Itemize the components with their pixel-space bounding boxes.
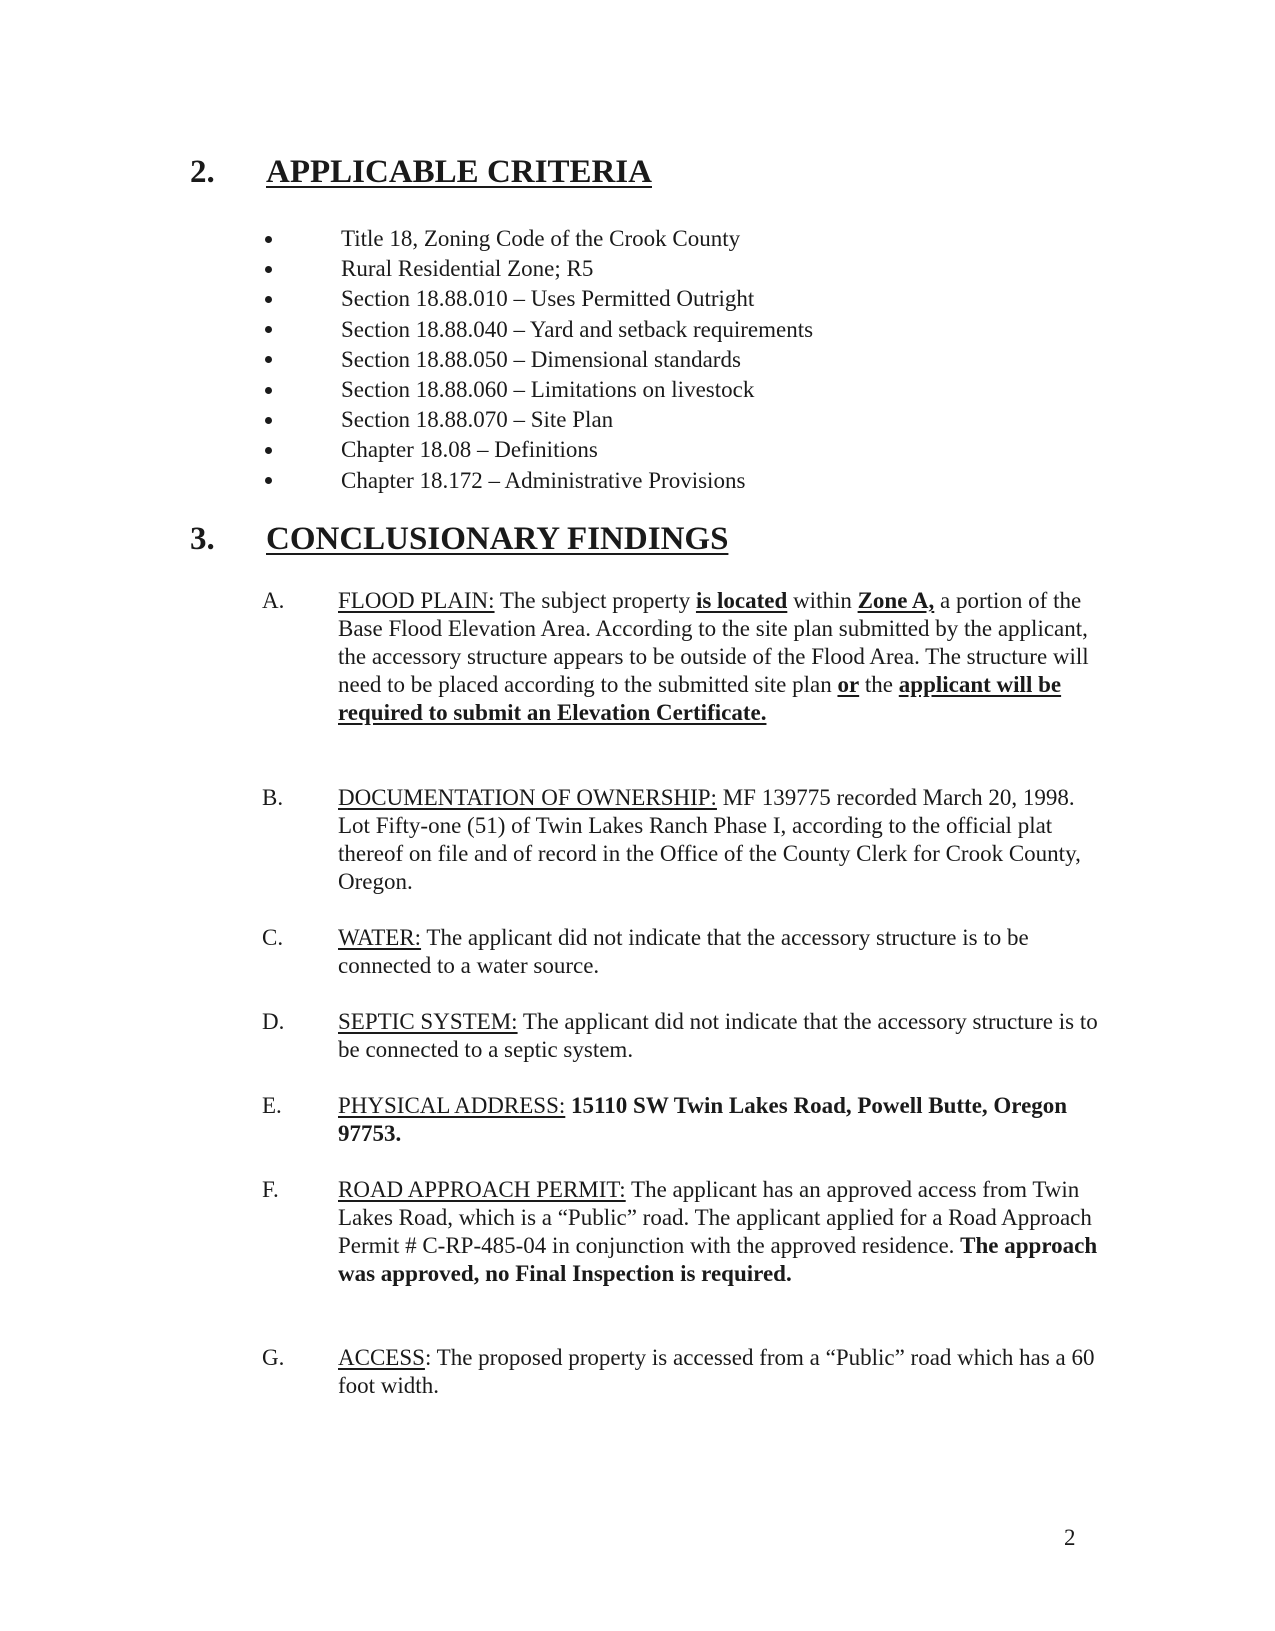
list-item-text: Chapter 18.08 – Definitions <box>341 437 598 463</box>
list-item <box>265 435 813 465</box>
finding-label: PHYSICAL ADDRESS: <box>338 1093 566 1118</box>
finding-letter: B. <box>262 785 284 810</box>
finding-text: The applicant has an approved access from Twin Lakes Road, which is a “Public” road. The applicant applied for a Road Approach Permit # C-RP-485-04 in conjunction with the approved residence. <box>338 1177 1092 1258</box>
finding-water <box>262 924 1102 980</box>
bullet-icon <box>265 477 272 484</box>
finding-body <box>338 1008 1102 1064</box>
bullet-icon <box>265 356 272 363</box>
finding-text: : The proposed property is accessed from a “Public” road which has a 60 foot width. <box>338 1345 1095 1398</box>
finding-emphasis: is located <box>695 588 788 613</box>
list-item <box>265 254 813 284</box>
list-item-text: Section 18.88.010 – Uses Permitted Outright <box>341 286 755 312</box>
bullet-icon <box>265 447 272 454</box>
finding-text: The subject property <box>494 588 696 613</box>
finding-body <box>338 587 1102 727</box>
finding-letter: G. <box>262 1345 285 1370</box>
list-item <box>265 466 813 496</box>
finding-label: FLOOD PLAIN: <box>338 588 495 613</box>
finding-body <box>338 924 1102 980</box>
finding-emphasis: The approach was approved, no Final Inspection is required. <box>338 1233 1098 1286</box>
finding-road-approach-permit <box>262 1176 1102 1288</box>
finding-documentation-of-ownership <box>262 784 1102 896</box>
page-number: 2 <box>1064 1525 1076 1550</box>
finding-emphasis: Zone A, <box>857 588 935 613</box>
list-item-text: Section 18.88.070 – Site Plan <box>341 407 614 433</box>
finding-flood-plain <box>262 587 1102 727</box>
list-item <box>265 345 813 375</box>
finding-text: the <box>859 672 899 697</box>
list-item <box>265 405 813 435</box>
bullet-icon <box>265 326 272 333</box>
list-item <box>265 224 813 254</box>
finding-septic-system <box>262 1008 1102 1064</box>
finding-text: The applicant did not indicate that the accessory structure is to be connected to a water source. <box>338 925 1029 978</box>
list-item <box>265 284 813 314</box>
finding-text: within <box>787 588 858 613</box>
finding-address: 15110 SW Twin Lakes Road, Powell Butte, Oregon 97753. <box>338 1093 1068 1146</box>
finding-label: WATER: <box>338 925 422 950</box>
section-number: 3. <box>190 521 215 557</box>
finding-body <box>338 1176 1102 1288</box>
list-item-text: Section 18.88.060 – Limitations on livestock <box>341 376 755 402</box>
section-number: 2. <box>190 154 215 190</box>
criteria-list <box>265 224 813 496</box>
finding-body <box>338 784 1102 896</box>
finding-letter: E. <box>262 1093 282 1118</box>
section-title: APPLICABLE CRITERIA <box>266 154 652 190</box>
list-item-text: Section 18.88.040 – Yard and setback requirements <box>341 316 814 342</box>
finding-text: MF 139775 recorded March 20, 1998. Lot Fifty-one (51) of Twin Lakes Ranch Phase I, according to the official plat thereof on file and of record in the Office of the County Clerk for Crook County, Oregon. <box>338 785 1081 894</box>
finding-text: The applicant did not indicate that the accessory structure is to be connected to a septic system. <box>338 1009 1098 1062</box>
list-item <box>265 375 813 405</box>
bullet-icon <box>265 236 272 243</box>
finding-body <box>338 1344 1102 1400</box>
finding-text: a portion of the Base Flood Elevation Area. According to the site plan submitted by the applicant, the accessory structure appears to be outside of the Flood Area. The structure will need to be placed according to the submitted site plan <box>338 588 1089 697</box>
section-title: CONCLUSIONARY FINDINGS <box>266 521 729 557</box>
finding-label: ACCESS <box>338 1345 425 1370</box>
section-heading-applicable-criteria <box>190 154 652 191</box>
list-item-text: Chapter 18.172 – Administrative Provisions <box>341 467 746 493</box>
bullet-icon <box>265 387 272 394</box>
list-item-text: Rural Residential Zone; R5 <box>341 256 594 282</box>
bullet-icon <box>265 296 272 303</box>
section-heading-conclusionary-findings <box>190 521 728 558</box>
finding-letter: F. <box>262 1177 279 1202</box>
finding-access <box>262 1344 1102 1400</box>
finding-physical-address <box>262 1092 1102 1148</box>
list-item <box>265 315 813 345</box>
list-item-text: Title 18, Zoning Code of the Crook County <box>341 226 741 251</box>
bullet-icon <box>265 417 272 424</box>
list-item-text: Section 18.88.050 – Dimensional standards <box>341 346 741 372</box>
finding-label: ROAD APPROACH PERMIT: <box>338 1177 626 1202</box>
finding-letter: A. <box>262 588 285 613</box>
bullet-icon <box>265 266 272 273</box>
finding-emphasis: applicant will be required to submit an Elevation Certificate. <box>338 672 1062 725</box>
finding-letter: D. <box>262 1009 285 1034</box>
finding-emphasis: or <box>837 672 860 697</box>
finding-letter: C. <box>262 925 284 950</box>
finding-label: DOCUMENTATION OF OWNERSHIP: <box>338 785 717 810</box>
finding-body <box>338 1092 1102 1148</box>
finding-label: SEPTIC SYSTEM: <box>338 1009 518 1034</box>
